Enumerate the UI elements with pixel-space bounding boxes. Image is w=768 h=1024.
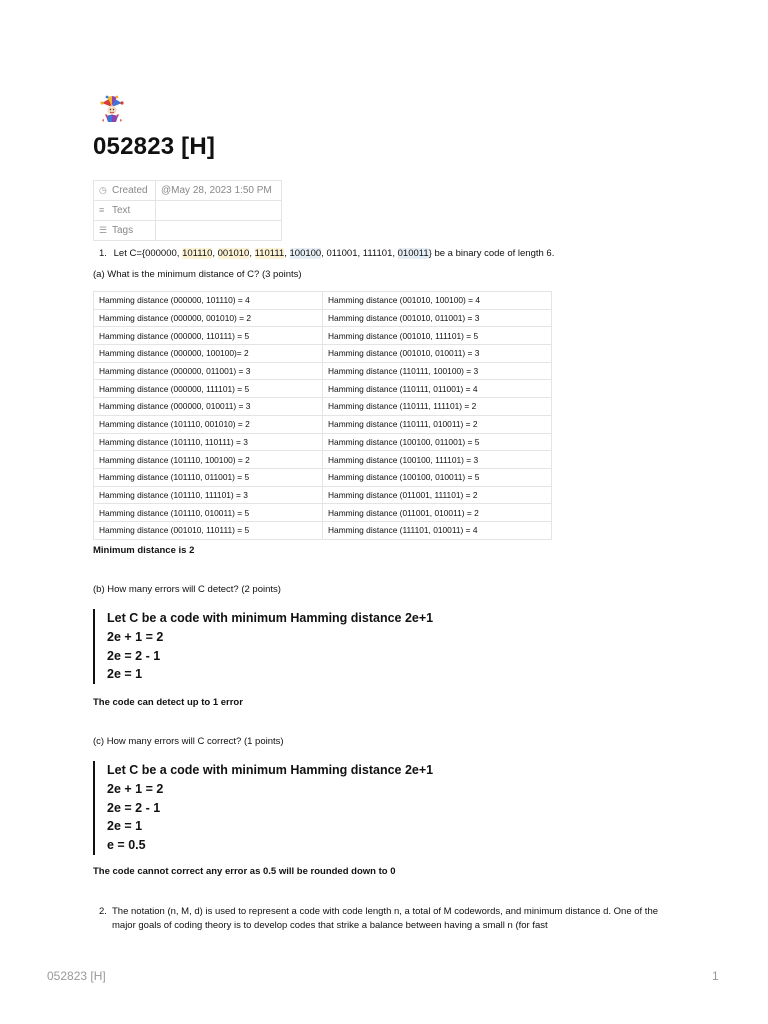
table-row [94, 345, 552, 363]
jester-icon[interactable] [96, 93, 128, 125]
table-row [94, 504, 552, 522]
question-number: 2. [99, 906, 107, 917]
codeword: 101110 [182, 248, 213, 259]
table-cell: Hamming distance (110111, 100100) = 3 [323, 362, 552, 380]
property-row[interactable] [94, 221, 282, 241]
codeword: 110111 [254, 248, 285, 259]
clock-icon: ◷ [99, 185, 107, 195]
table-row [94, 362, 552, 380]
table-row [94, 398, 552, 416]
property-row[interactable] [94, 201, 282, 221]
table-row [94, 327, 552, 345]
table-row [94, 309, 552, 327]
question-number: 1. [99, 248, 107, 259]
question-text-start: Let C={ [113, 248, 146, 259]
table-cell: Hamming distance (000000, 101110) = 4 [94, 292, 323, 310]
table-cell: Hamming distance (000000, 111101) = 5 [94, 380, 323, 398]
table-cell: Hamming distance (000000, 110111) = 5 [94, 327, 323, 345]
property-row[interactable] [94, 181, 282, 201]
property-name: Created [112, 185, 148, 196]
table-cell: Hamming distance (001010, 100100) = 4 [323, 292, 552, 310]
table-cell: Hamming distance (000000, 011001) = 3 [94, 362, 323, 380]
table-row [94, 433, 552, 451]
part-a-answer: Minimum distance is 2 [93, 545, 195, 556]
table-cell: Hamming distance (101110, 011001) = 5 [94, 468, 323, 486]
part-c-quote [93, 761, 433, 855]
table-cell: Hamming distance (101110, 110111) = 3 [94, 433, 323, 451]
property-value[interactable] [156, 201, 282, 221]
codeword: 010011 [397, 248, 429, 259]
property-value[interactable] [156, 221, 282, 241]
part-a-label: (a) What is the minimum distance of C? (3 points) [93, 269, 302, 280]
codeword: 011001 [326, 248, 358, 259]
quote-line: 2e + 1 = 2 [107, 629, 164, 644]
table-cell: Hamming distance (100100, 010011) = 5 [323, 468, 552, 486]
codeword-list: 000000, 101110, 001010, 110111, 100100, 011001, 111101, 010011 [145, 248, 429, 259]
properties-table [93, 180, 282, 241]
table-cell: Hamming distance (101110, 100100) = 2 [94, 451, 323, 469]
codeword: 000000 [145, 248, 177, 259]
table-cell: Hamming distance (101110, 001010) = 2 [94, 415, 323, 433]
table-cell: Hamming distance (001010, 010011) = 3 [323, 345, 552, 363]
table-cell: Hamming distance (000000, 010011) = 3 [94, 398, 323, 416]
table-row [94, 451, 552, 469]
quote-line: Let C be a code with minimum Hamming distance 2e+1 [107, 763, 434, 777]
quote-line: 2e + 1 = 2 [107, 781, 164, 796]
part-b-answer: The code can detect up to 1 error [93, 697, 243, 708]
part-c-label: (c) How many errors will C correct? (1 points) [93, 736, 284, 747]
table-cell: Hamming distance (011001, 111101) = 2 [323, 486, 552, 504]
table-cell: Hamming distance (001010, 111101) = 5 [323, 327, 552, 345]
table-cell: Hamming distance (000000, 001010) = 2 [94, 309, 323, 327]
table-cell: Hamming distance (100100, 011001) = 5 [323, 433, 552, 451]
list-icon: ☰ [99, 225, 108, 235]
table-cell: Hamming distance (001010, 011001) = 3 [323, 309, 552, 327]
table-cell: Hamming distance (110111, 010011) = 2 [323, 415, 552, 433]
page-number: 1 [712, 969, 719, 983]
page-title: 052823 [H] [93, 133, 216, 160]
table-row [94, 521, 552, 539]
table-cell: Hamming distance (110111, 011001) = 4 [323, 380, 552, 398]
quote-line: 2e = 2 - 1 [107, 648, 161, 663]
quote-line: 2e = 1 [107, 819, 143, 834]
table-cell: Hamming distance (101110, 010011) = 5 [94, 504, 323, 522]
quote-line: Let C be a code with minimum Hamming distance 2e+1 [107, 611, 434, 625]
table-cell: Hamming distance (100100, 111101) = 3 [323, 451, 552, 469]
property-value[interactable]: @May 28, 2023 1:50 PM [156, 181, 282, 201]
property-name-cell [94, 201, 156, 221]
property-name-cell [94, 221, 156, 241]
table-cell: Hamming distance (110111, 111101) = 2 [323, 398, 552, 416]
part-b-quote [93, 609, 433, 684]
text-lines-icon: ≡ [99, 205, 105, 215]
part-c-answer: The code cannot correct any error as 0.5 will be rounded down to 0 [93, 866, 396, 877]
table-row [94, 486, 552, 504]
property-name: Text [112, 205, 131, 216]
property-name-cell [94, 181, 156, 201]
table-cell: Hamming distance (111101, 010011) = 4 [323, 521, 552, 539]
hamming-distance-table [93, 291, 552, 540]
table-row [94, 415, 552, 433]
table-row [94, 468, 552, 486]
question-2 [99, 905, 669, 933]
table-cell: Hamming distance (101110, 111101) = 3 [94, 486, 323, 504]
codeword: 111101 [362, 248, 393, 259]
quote-line: e = 0.5 [107, 838, 146, 853]
codeword: 100100 [289, 248, 322, 259]
table-cell: Hamming distance (001010, 110111) = 5 [94, 521, 323, 539]
table-cell: Hamming distance (000000, 100100)= 2 [94, 345, 323, 363]
table-row [94, 380, 552, 398]
question-1 [99, 248, 554, 259]
footer-title: 052823 [H] [47, 969, 106, 983]
quote-line: 2e = 1 [107, 667, 143, 682]
question-text-end: } be a binary code of length 6. [428, 248, 555, 259]
part-b-label: (b) How many errors will C detect? (2 points) [93, 584, 281, 595]
table-row [94, 292, 552, 310]
table-cell: Hamming distance (011001, 010011) = 2 [323, 504, 552, 522]
property-name: Tags [112, 225, 134, 236]
question-text: The notation (n, M, d) is used to represent a code with code length n, a total of M codewords, and minimum distance d. One of the major goals of coding theory is to develop codes that strike a balance between having a small n (for fast [112, 906, 659, 931]
quote-line: 2e = 2 - 1 [107, 800, 161, 815]
codeword: 001010 [217, 248, 250, 259]
